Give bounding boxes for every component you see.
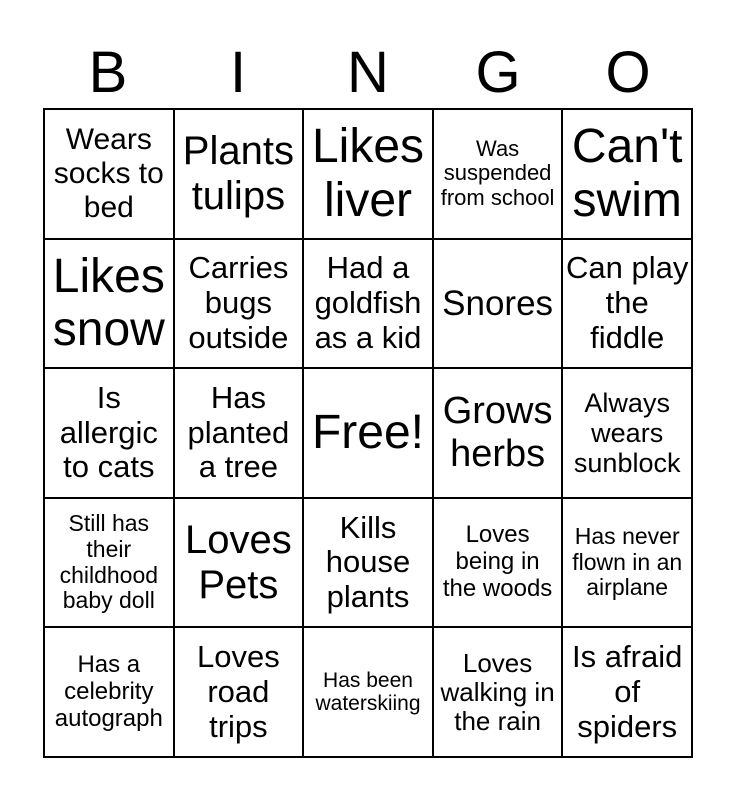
- bingo-cell[interactable]: [433, 109, 563, 239]
- bingo-cell[interactable]: [44, 368, 174, 498]
- cell-text: Kills house plants: [325, 509, 411, 614]
- bingo-cell[interactable]: [174, 498, 304, 628]
- bingo-cell[interactable]: [562, 498, 692, 628]
- cell-text: Was suspended from school: [440, 135, 555, 211]
- bingo-cell[interactable]: [433, 498, 563, 628]
- bingo-cell[interactable]: [44, 498, 174, 628]
- cell-text: Has never flown in an airplane: [572, 522, 683, 601]
- cell-text: Free!: [311, 406, 424, 460]
- cell-text: Plants tulips: [182, 129, 294, 218]
- bingo-cell[interactable]: [303, 498, 433, 628]
- bingo-cell[interactable]: [44, 109, 174, 239]
- cell-text: Had a goldfish as a kid: [314, 250, 422, 355]
- cell-text: Grows herbs: [442, 390, 553, 475]
- bingo-title: [43, 40, 693, 106]
- free-space[interactable]: [303, 368, 433, 498]
- bingo-cell[interactable]: [433, 368, 563, 498]
- bingo-cell[interactable]: [174, 368, 304, 498]
- cell-text: Likes snow: [52, 249, 165, 357]
- bingo-cell[interactable]: [562, 109, 692, 239]
- cell-text: Always wears sunblock: [573, 387, 681, 479]
- bingo-cell[interactable]: [303, 627, 433, 757]
- cell-text: Wears socks to bed: [53, 123, 164, 224]
- cell-text: Is allergic to cats: [59, 379, 158, 485]
- cell-text: Has been waterskiing: [315, 668, 421, 716]
- bingo-cell[interactable]: [174, 239, 304, 369]
- cell-text: Loves Pets: [185, 517, 292, 607]
- cell-text: Loves being in the woods: [442, 521, 553, 603]
- bingo-board: [43, 108, 693, 758]
- title-letter-o: O: [605, 40, 651, 105]
- bingo-cell[interactable]: [303, 109, 433, 239]
- cell-text: Is afraid of spiders: [572, 639, 683, 744]
- title-letter-b: B: [88, 40, 128, 105]
- title-letter-n: N: [347, 40, 389, 105]
- bingo-cell[interactable]: [303, 239, 433, 369]
- cell-text: Loves walking in the rain: [440, 647, 555, 736]
- bingo-cell[interactable]: [433, 627, 563, 757]
- cell-text: Snores: [442, 283, 554, 323]
- cell-text: Has a celebrity autograph: [54, 650, 163, 732]
- bingo-cell[interactable]: [562, 368, 692, 498]
- cell-text: Has planted a tree: [187, 379, 290, 485]
- cell-text: Can't swim: [571, 120, 683, 227]
- bingo-cell[interactable]: [44, 239, 174, 369]
- bingo-cell[interactable]: [174, 627, 304, 757]
- title-letter-g: G: [475, 40, 521, 105]
- bingo-cell[interactable]: [562, 239, 692, 369]
- cell-text: Carries bugs outside: [188, 250, 289, 355]
- bingo-cell[interactable]: [174, 109, 304, 239]
- cell-text: Likes liver: [311, 120, 425, 227]
- cell-text: Still has their childhood baby doll: [59, 510, 159, 614]
- cell-text: Can play the fiddle: [566, 250, 689, 355]
- cell-text: Loves road trips: [197, 639, 280, 744]
- bingo-cell[interactable]: [433, 239, 563, 369]
- bingo-cell[interactable]: [562, 627, 692, 757]
- bingo-cell[interactable]: [44, 627, 174, 757]
- title-letter-i: I: [229, 40, 247, 105]
